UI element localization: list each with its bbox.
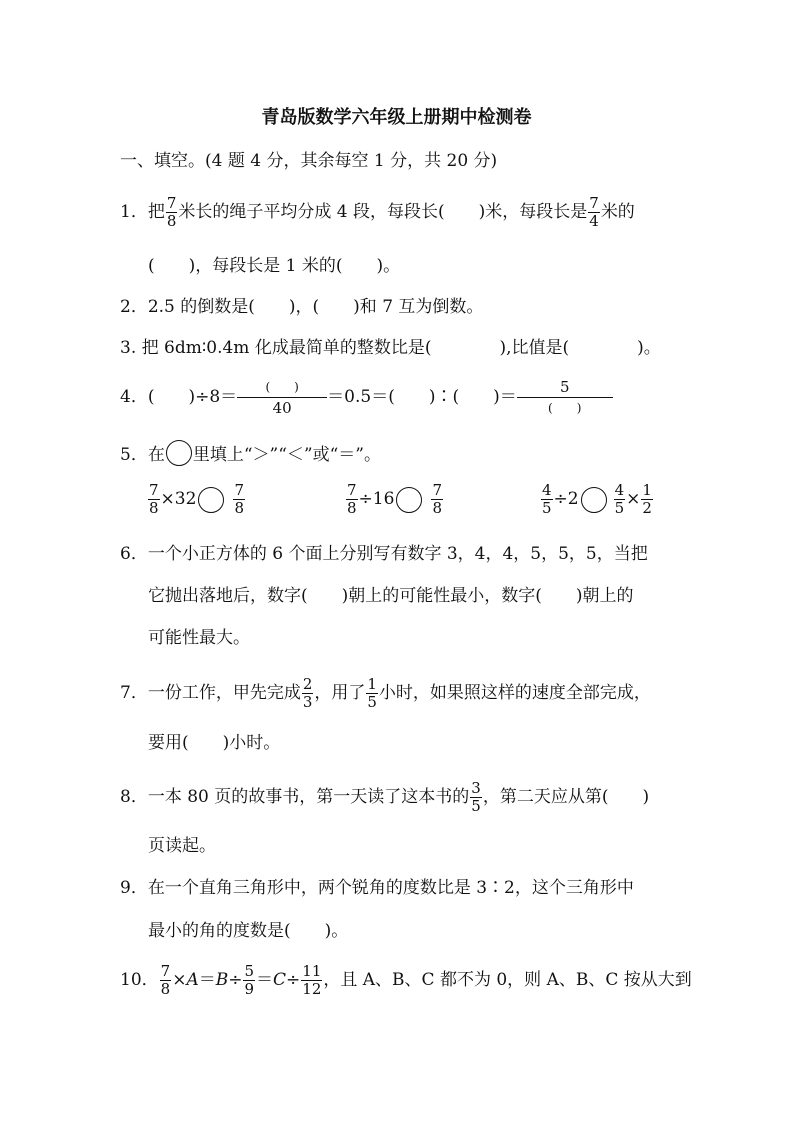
q4-number: 4． bbox=[120, 387, 148, 407]
q7-f1-numerator: 2 bbox=[302, 675, 313, 693]
q4-f2-denominator: ( ) bbox=[517, 397, 613, 418]
q1-f2-numerator: 7 bbox=[589, 194, 599, 212]
question-1-line-2: ( )，每段长是 1 米的( )。 bbox=[148, 256, 401, 276]
q7-f2-numerator: 1 bbox=[367, 675, 377, 693]
q10-var-b: B bbox=[215, 970, 229, 990]
q7-text-b: ，用了 bbox=[314, 683, 366, 703]
question-6-line-3: 可能性最大。 bbox=[148, 628, 250, 648]
q4-f1-denominator: 40 bbox=[237, 397, 327, 418]
q5-c2-answer-circle[interactable] bbox=[396, 487, 422, 513]
question-6-line-1: 6．一个小正方体的 6 个面上分别写有数字 3，4，4，5，5，5，当把 bbox=[120, 544, 648, 564]
q1-text-a: 把 bbox=[147, 202, 165, 222]
q10-fraction-2 bbox=[243, 963, 255, 998]
q5-example-circle bbox=[166, 440, 192, 466]
q5-c3-r2d: 2 bbox=[642, 499, 652, 517]
q10-f1-numerator: 7 bbox=[160, 962, 171, 980]
q10-f2-denominator: 9 bbox=[244, 980, 255, 998]
q5-c3-r2n: 1 bbox=[642, 481, 652, 499]
question-10-line-1 bbox=[120, 963, 692, 998]
q5-compare-3 bbox=[540, 482, 654, 517]
q5-c2-rd: 8 bbox=[432, 499, 442, 517]
q1-text-c: 米的 bbox=[600, 202, 635, 222]
q8-f1-numerator: 3 bbox=[471, 779, 481, 797]
q4-fraction-2 bbox=[517, 377, 613, 418]
q7-number: 7． bbox=[120, 683, 148, 703]
q7-text-a: 一份工作，甲先完成 bbox=[147, 683, 301, 703]
question-9-line-2: 最小的角的度数是( )。 bbox=[148, 921, 349, 941]
q10-op-times: × bbox=[172, 970, 187, 990]
q5-c1-left-fraction bbox=[148, 482, 160, 517]
q5-text-b: 里填上“＞”“＜”或“＝”。 bbox=[192, 445, 381, 465]
q1-fraction-1 bbox=[166, 195, 178, 230]
q10-fraction-3 bbox=[301, 963, 322, 998]
question-7-line-2: 要用( )小时。 bbox=[148, 733, 281, 753]
q5-c3-rn: 4 bbox=[614, 481, 625, 499]
q10-f1-denominator: 8 bbox=[160, 980, 171, 998]
q5-c3-answer-circle[interactable] bbox=[581, 487, 607, 513]
q5-c2-operator: ÷16 bbox=[358, 489, 395, 509]
q5-c3-right-fraction bbox=[614, 482, 626, 517]
question-2: 2．2.5 的倒数是( )，( )和 7 互为倒数。 bbox=[120, 297, 484, 317]
q5-text-a: 在 bbox=[147, 445, 165, 465]
q7-f2-denominator: 5 bbox=[367, 693, 377, 711]
q8-f1-denominator: 5 bbox=[471, 797, 481, 815]
q5-c1-answer-circle[interactable] bbox=[198, 487, 224, 513]
q5-c3-left-fraction bbox=[541, 482, 553, 517]
q5-c1-fn: 7 bbox=[149, 481, 159, 499]
q10-f2-numerator: 5 bbox=[244, 962, 255, 980]
q8-text-b: ，第二天应从第( ) bbox=[482, 787, 650, 807]
question-9-line-1: 9．在一个直角三角形中，两个锐角的度数比是 3∶2，这个三角形中 bbox=[120, 878, 634, 898]
q8-number: 8． bbox=[120, 787, 148, 807]
q10-f3-denominator: 12 bbox=[302, 980, 322, 998]
q5-c2-left-fraction bbox=[346, 482, 358, 517]
q1-text-b: 米长的绳子平均分成 4 段，每段长( )米，每段长是 bbox=[178, 202, 588, 222]
q10-eq-2: ＝ bbox=[256, 970, 274, 990]
q5-number: 5． bbox=[120, 445, 148, 465]
q8-text-a: 一本 80 页的故事书，第一天读了这本书的 bbox=[147, 787, 470, 807]
q5-c2-right-fraction bbox=[431, 482, 443, 517]
q7-text-c: 小时，如果照这样的速度全部完成， bbox=[378, 683, 651, 703]
q1-f2-denominator: 4 bbox=[589, 212, 599, 230]
question-5-prompt bbox=[120, 440, 381, 466]
q5-c3-right-fraction-2 bbox=[641, 482, 653, 517]
q5-c3-fd: 5 bbox=[542, 499, 552, 517]
q4-f2-numerator: 5 bbox=[559, 378, 570, 396]
q10-var-a: A bbox=[186, 970, 199, 990]
q5-compare-2 bbox=[345, 482, 444, 517]
q4-text-b: ＝0.5＝( )∶( )＝ bbox=[327, 387, 517, 407]
q7-f1-denominator: 3 bbox=[302, 693, 313, 711]
q1-f1-denominator: 8 bbox=[166, 212, 177, 230]
q10-eq-1: ＝ bbox=[198, 970, 216, 990]
q7-fraction-1 bbox=[302, 676, 314, 711]
q5-c1-right-fraction bbox=[233, 482, 245, 517]
q4-fraction-1 bbox=[237, 377, 327, 418]
q5-c2-fn: 7 bbox=[347, 481, 357, 499]
q4-f1-numerator: ( ) bbox=[265, 380, 299, 394]
question-8-line-1 bbox=[120, 780, 649, 815]
question-1-line-1 bbox=[120, 195, 635, 230]
q5-c1-rd: 8 bbox=[234, 499, 244, 517]
section-heading: 一、填空。(4 题 4 分，其余每空 1 分，共 20 分) bbox=[120, 151, 498, 171]
q1-fraction-2 bbox=[588, 195, 600, 230]
q1-number: 1． bbox=[120, 202, 148, 222]
page-title: 青岛版数学六年级上册期中检测卷 bbox=[261, 107, 532, 128]
question-8-line-2: 页读起。 bbox=[148, 836, 216, 856]
question-4 bbox=[120, 375, 613, 419]
q10-op-div-1: ÷ bbox=[228, 970, 243, 990]
q10-fraction-1 bbox=[160, 963, 172, 998]
q5-c1-fd: 8 bbox=[149, 499, 159, 517]
q5-compare-1 bbox=[147, 482, 246, 517]
q10-var-c: C bbox=[273, 970, 287, 990]
q5-c2-rn: 7 bbox=[432, 481, 442, 499]
q5-c3-rd: 5 bbox=[614, 499, 625, 517]
question-6-line-2: 它抛出落地后，数字( )朝上的可能性最小，数字( )朝上的 bbox=[148, 586, 634, 606]
q5-c1-rn: 7 bbox=[234, 481, 244, 499]
question-7-line-1 bbox=[120, 676, 651, 711]
q4-text-a: ( )÷8＝ bbox=[147, 387, 238, 407]
q5-c3-operator: ÷2 bbox=[553, 489, 579, 509]
q5-c1-operator: ×32 bbox=[160, 489, 197, 509]
q1-f1-numerator: 7 bbox=[166, 194, 177, 212]
question-3: 3. 把 6dm∶0.4m 化成最简单的整数比是( ),比值是( )。 bbox=[120, 338, 661, 358]
q10-text-f: ，且 A、B、C 都不为 0，则 A、B、C 按从大到 bbox=[323, 970, 692, 990]
q10-op-div-2: ÷ bbox=[286, 970, 301, 990]
q8-fraction-1 bbox=[470, 780, 482, 815]
q10-number: 10． bbox=[120, 970, 159, 990]
q5-c3-operator-2: × bbox=[626, 489, 641, 509]
q5-c2-fd: 8 bbox=[347, 499, 357, 517]
q5-c3-fn: 4 bbox=[542, 481, 552, 499]
q10-f3-numerator: 11 bbox=[302, 962, 322, 980]
q7-fraction-2 bbox=[366, 676, 378, 711]
